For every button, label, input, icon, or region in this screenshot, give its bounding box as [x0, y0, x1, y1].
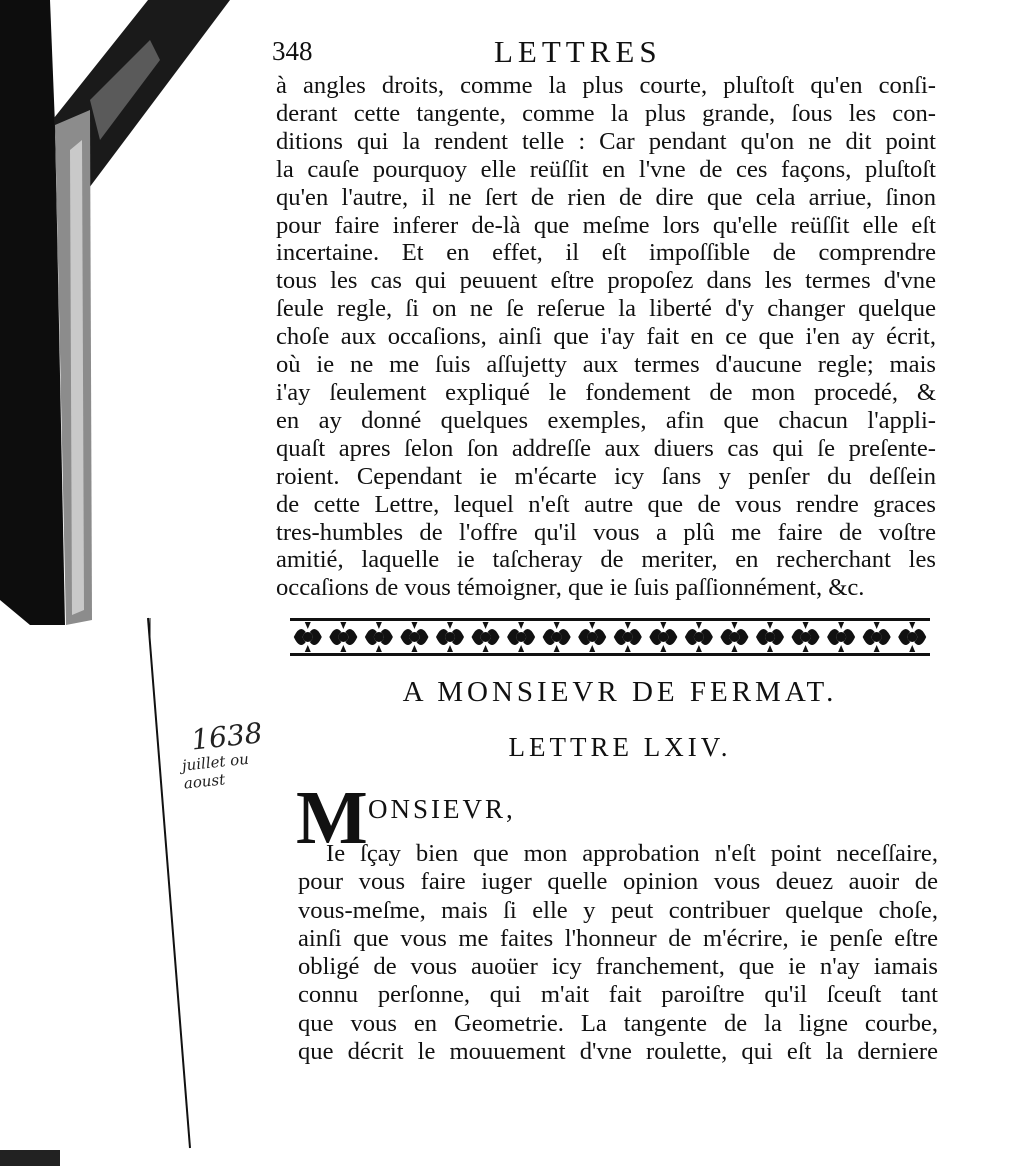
fleuron-ornament — [472, 622, 500, 652]
text-line: choſe aux occaſions, ainſi que i'ay fait en ce que i'en ay écrit, — [276, 323, 936, 351]
text-line: où ie ne me ſuis aſſujetty aux termes d'aucune regle; mais — [276, 351, 936, 379]
fleuron-ornament — [329, 622, 357, 652]
running-head: LETTRES — [494, 34, 662, 69]
text-line: Ie ſçay bien que mon approbation n'eſt point neceſſaire, — [326, 840, 938, 867]
margin-note-date: juillet ou aoust — [181, 749, 250, 793]
text-line: occaſions de vous témoigner, que ie ſuis paſſionnément, &c. — [276, 574, 865, 602]
text-line: à angles droits, comme la plus courte, pluſtoſt qu'en conſi- — [276, 72, 936, 99]
fleuron-ornament — [898, 622, 926, 652]
fleuron-ornament — [863, 622, 891, 652]
text-line: connu perſonne, qui m'ait fait paroiſtre qu'il ſceuſt tant — [298, 981, 938, 1009]
text-line: ditions qui la rendent telle : Car pendant qu'on ne dit point — [276, 127, 936, 155]
fleuron-ornament — [436, 622, 464, 652]
margin-note-year: 1638 — [189, 716, 264, 757]
text-line: pour vous faire iuger quelle opinion vous deuez auoir de — [298, 868, 938, 896]
page-header — [272, 34, 742, 74]
fleuron-ornament — [507, 622, 535, 652]
text-line: de cette Lettre, lequel n'eſt autre que de vous rendre graces — [276, 490, 936, 518]
letter-number-heading: LETTRE LXIV. — [508, 732, 732, 762]
text-line: la cauſe pourquoy elle reüſſit en l'vne de ces façons, pluſtoſt — [276, 155, 936, 183]
text-line: amitié, laquelle ie taſcheray de meriter, en recherchant les — [276, 546, 936, 574]
text-line: que décrit le mouuement d'vne roulette, qui eſt la derniere — [298, 1038, 938, 1066]
previous-letter-text — [276, 72, 936, 602]
fleuron-ornament — [365, 622, 393, 652]
fleuron-ornament — [756, 622, 784, 652]
fleuron-ornament — [294, 622, 322, 652]
text-line: roient. Cependant ie m'écarte icy ſans y penſer du deſſein — [276, 462, 936, 490]
text-line: obligé de vous auoüer icy franchement, que ie n'ay iamais — [298, 953, 938, 981]
text-line: vous-meſme, mais ſi elle y peut contribuer quelque choſe, — [298, 896, 938, 924]
fleuron-ornament — [827, 622, 855, 652]
fleuron-ornament — [400, 622, 428, 652]
text-line: i'ay ſeulement expliqué le fondement de mon procedé, & — [276, 378, 936, 406]
text-line: que vous en Geometrie. La tangente de la ligne courbe, — [298, 1009, 938, 1037]
text-line: quaſt apres ſelon ſon addreſſe aux diuers cas qui ſe preſente- — [276, 434, 936, 462]
text-line: tres-humbles de l'offre qu'il vous a plû me faire de voſtre — [276, 518, 936, 546]
fleuron-ornament — [578, 622, 606, 652]
fleuron-ornament — [543, 622, 571, 652]
text-line: ſeule regle, ſi on ne ſe reſerue la liberté d'y changer quelque — [276, 295, 936, 323]
fleuron-ornament — [649, 622, 677, 652]
fleuron-ornament — [792, 622, 820, 652]
page-number: 348 — [272, 36, 313, 66]
text-line: ainſi que vous me faites l'honneur de m'écrire, ie penſe eſtre — [298, 924, 938, 952]
text-line: pour faire inferer de-là que meſme lors qu'elle reüſſit elle eſt — [276, 211, 936, 239]
salutation-text: ONSIEVR, — [368, 794, 516, 824]
ornamental-divider — [290, 614, 930, 660]
text-line: en ay donné quelques exemples, afin que chacun l'appli- — [276, 406, 936, 434]
text-line: tous les cas qui peuuent eſtre propoſez dans les termes d'vne — [276, 267, 936, 295]
text-line: derant cette tangente, comme la plus grande, ſous les con- — [276, 99, 936, 127]
drop-cap-initial: M — [296, 776, 368, 860]
fleuron-ornament — [720, 622, 748, 652]
text-line: qu'en l'autre, il ne ſert de rien de dire que cela arriue, ſinon — [276, 183, 936, 211]
fleuron-ornament — [685, 622, 713, 652]
letter-addressee-heading: A MONSIEVR DE FERMAT. — [402, 676, 838, 708]
handwritten-margin-note — [168, 717, 284, 794]
new-letter-text — [298, 840, 938, 1066]
fleuron-ornament — [614, 622, 642, 652]
text-line: incertaine. Et en effet, il eſt impoſſible de comprendre — [276, 239, 936, 267]
